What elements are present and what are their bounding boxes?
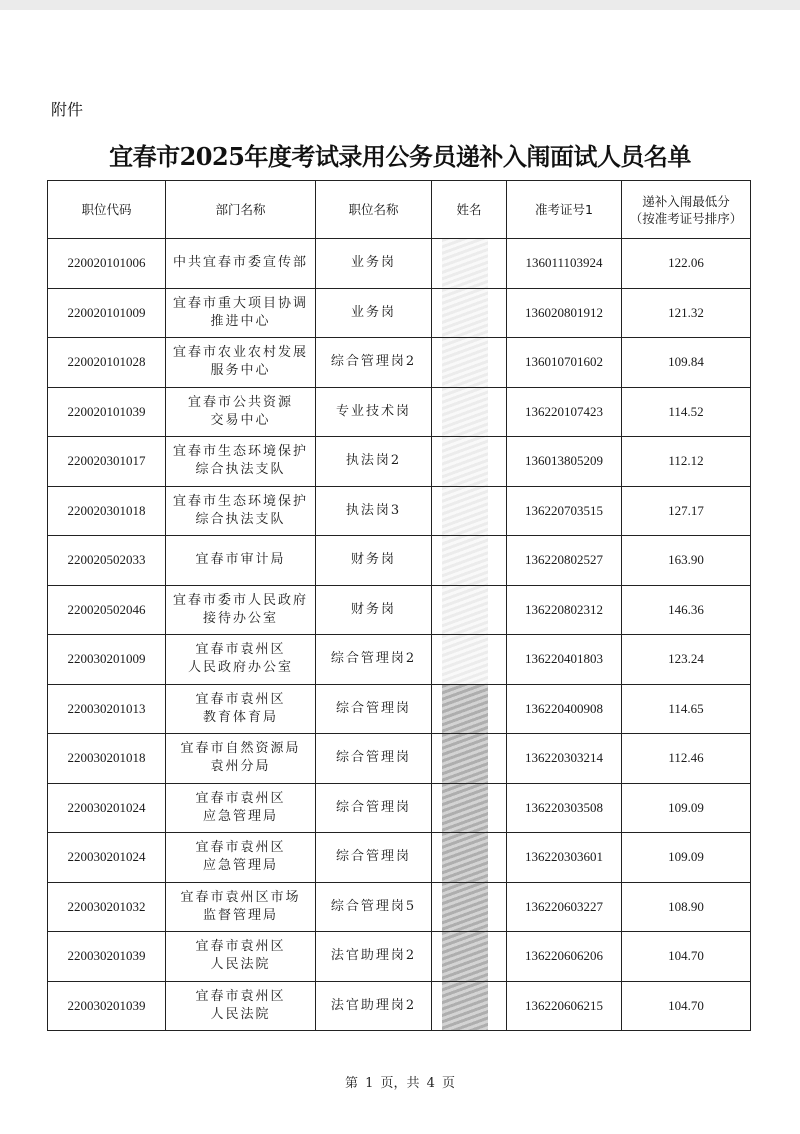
- department-line1: 宜春市委市人民政府: [172, 592, 308, 608]
- redaction-mask: [442, 932, 488, 981]
- redaction-mask: [442, 982, 488, 1031]
- table-row: [48, 486, 751, 536]
- viewer-top-bar: [0, 0, 800, 10]
- cell-min-score: 104.70: [622, 981, 751, 1031]
- cell-exam-number: 136220606215: [507, 981, 622, 1031]
- cell-min-score: 109.09: [622, 833, 751, 883]
- cell-position-code: 220020301018: [48, 486, 166, 536]
- redaction-mask: [442, 833, 488, 882]
- cell-department: [166, 882, 316, 932]
- cell-department: [166, 338, 316, 388]
- redaction-mask: [442, 586, 488, 635]
- redaction-mask: [442, 239, 488, 288]
- cell-name-redacted: [432, 288, 507, 338]
- cell-name-redacted: [432, 833, 507, 883]
- cell-position-name: 专业技术岗: [316, 387, 432, 437]
- cell-position-code: 220020301017: [48, 437, 166, 487]
- cell-position-name: 财务岗: [316, 536, 432, 586]
- department-line2: 袁州分局: [210, 759, 271, 775]
- page-footer: 第 1 页，共 4 页: [344, 1076, 456, 1091]
- cell-position-name: 法官助理岗2: [316, 932, 432, 982]
- cell-name-redacted: [432, 635, 507, 685]
- department-line2: 综合执法支队: [195, 462, 286, 478]
- cell-min-score: 163.90: [622, 536, 751, 586]
- department-line2: 接待办公室: [202, 610, 278, 626]
- department-line2: 推进中心: [210, 313, 271, 329]
- cell-exam-number: 136220107423: [507, 387, 622, 437]
- department-line1: 宜春市袁州区: [195, 988, 286, 1004]
- cell-department: [166, 486, 316, 536]
- cell-min-score: 146.36: [622, 585, 751, 635]
- department-line1: 宜春市袁州区: [195, 939, 286, 955]
- cell-exam-number: 136220401803: [507, 635, 622, 685]
- redaction-mask: [442, 487, 488, 536]
- cell-name-redacted: [432, 387, 507, 437]
- cell-department: [166, 783, 316, 833]
- cell-department: [166, 684, 316, 734]
- table-row: [48, 387, 751, 437]
- cell-department: [166, 635, 316, 685]
- cell-name-redacted: [432, 981, 507, 1031]
- cell-name-redacted: [432, 882, 507, 932]
- department-line2: 监督管理局: [202, 907, 278, 923]
- redaction-mask: [442, 437, 488, 486]
- department-line1: 宜春市生态环境保护: [172, 444, 308, 460]
- cell-min-score: 114.52: [622, 387, 751, 437]
- table-row: [48, 882, 751, 932]
- cell-exam-number: 136011103924: [507, 239, 622, 289]
- cell-min-score: 112.12: [622, 437, 751, 487]
- cell-min-score: 109.09: [622, 783, 751, 833]
- header-min-score-line2: （按准考证号排序）: [629, 210, 743, 226]
- cell-position-code: 220030201013: [48, 684, 166, 734]
- cell-position-code: 220020101009: [48, 288, 166, 338]
- header-position-name: 职位名称: [316, 181, 432, 239]
- department-line1: 宜春市公共资源: [187, 394, 293, 410]
- cell-position-code: 220030201039: [48, 981, 166, 1031]
- department-line1: 宜春市袁州区市场: [180, 889, 301, 905]
- cell-min-score: 121.32: [622, 288, 751, 338]
- header-department: 部门名称: [166, 181, 316, 239]
- header-min-score: [622, 181, 751, 239]
- cell-name-redacted: [432, 684, 507, 734]
- cell-min-score: 127.17: [622, 486, 751, 536]
- cell-exam-number: 136220303601: [507, 833, 622, 883]
- cell-department: [166, 981, 316, 1031]
- cell-position-name: 综合管理岗: [316, 684, 432, 734]
- department-line2: 交易中心: [210, 412, 271, 428]
- attachment-label: 附件: [51, 100, 84, 119]
- cell-position-code: 220020502046: [48, 585, 166, 635]
- cell-department: [166, 585, 316, 635]
- table-header-row: [48, 181, 751, 239]
- cell-department: [166, 387, 316, 437]
- redaction-mask: [442, 338, 488, 387]
- cell-position-code: 220020502033: [48, 536, 166, 586]
- department-line2: 应急管理局: [202, 858, 278, 874]
- header-name: 姓名: [432, 181, 507, 239]
- redaction-mask: [442, 388, 488, 437]
- cell-position-code: 220030201032: [48, 882, 166, 932]
- header-min-score-line1: 递补入闱最低分: [642, 193, 730, 209]
- table-row: [48, 338, 751, 388]
- table-row: [48, 536, 751, 586]
- cell-position-name: 业务岗: [316, 288, 432, 338]
- department-line2: 教育体育局: [202, 709, 278, 725]
- department-line1: 宜春市自然资源局: [180, 741, 301, 757]
- cell-name-redacted: [432, 734, 507, 784]
- cell-position-code: 220030201018: [48, 734, 166, 784]
- department-line1: 宜春市重大项目协调: [172, 295, 308, 311]
- cell-name-redacted: [432, 783, 507, 833]
- department-line2: 人民法院: [210, 957, 271, 973]
- cell-position-code: 220020101039: [48, 387, 166, 437]
- cell-min-score: 114.65: [622, 684, 751, 734]
- table-row: [48, 288, 751, 338]
- cell-name-redacted: [432, 585, 507, 635]
- department-line2: 综合执法支队: [195, 511, 286, 527]
- cell-exam-number: 136010701602: [507, 338, 622, 388]
- cell-position-name: 综合管理岗5: [316, 882, 432, 932]
- cell-exam-number: 136220603227: [507, 882, 622, 932]
- cell-exam-number: 136220802312: [507, 585, 622, 635]
- redaction-mask: [442, 289, 488, 338]
- cell-department: [166, 833, 316, 883]
- cell-exam-number: 136220802527: [507, 536, 622, 586]
- cell-position-name: 执法岗2: [316, 437, 432, 487]
- department-line1: 宜春市农业农村发展: [172, 345, 308, 361]
- table-row: [48, 981, 751, 1031]
- cell-exam-number: 136020801912: [507, 288, 622, 338]
- redaction-mask: [442, 784, 488, 833]
- department-line1: 中共宜春市委宣传部: [172, 255, 308, 271]
- cell-position-name: 财务岗: [316, 585, 432, 635]
- cell-min-score: 109.84: [622, 338, 751, 388]
- cell-position-code: 220030201009: [48, 635, 166, 685]
- table-row: [48, 585, 751, 635]
- cell-position-name: 综合管理岗: [316, 783, 432, 833]
- cell-department: [166, 239, 316, 289]
- table-row: [48, 239, 751, 289]
- table-row: [48, 833, 751, 883]
- cell-position-name: 法官助理岗2: [316, 981, 432, 1031]
- redaction-mask: [442, 536, 488, 585]
- cell-exam-number: 136013805209: [507, 437, 622, 487]
- cell-department: [166, 437, 316, 487]
- cell-exam-number: 136220606206: [507, 932, 622, 982]
- cell-position-code: 220030201039: [48, 932, 166, 982]
- redaction-mask: [442, 685, 488, 734]
- header-exam-number: 准考证号1: [507, 181, 622, 239]
- department-line2: 人民政府办公室: [187, 660, 293, 676]
- cell-department: [166, 734, 316, 784]
- cell-position-name: 综合管理岗: [316, 734, 432, 784]
- cell-position-name: 综合管理岗2: [316, 338, 432, 388]
- cell-department: [166, 932, 316, 982]
- department-line2: 服务中心: [210, 363, 271, 379]
- cell-name-redacted: [432, 932, 507, 982]
- department-line1: 宜春市审计局: [195, 552, 286, 568]
- department-line2: 应急管理局: [202, 808, 278, 824]
- header-position-code: 职位代码: [48, 181, 166, 239]
- cell-exam-number: 136220303508: [507, 783, 622, 833]
- cell-position-name: 业务岗: [316, 239, 432, 289]
- department-line2: 人民法院: [210, 1006, 271, 1022]
- department-line1: 宜春市袁州区: [195, 642, 286, 658]
- cell-exam-number: 136220400908: [507, 684, 622, 734]
- cell-position-code: 220020101028: [48, 338, 166, 388]
- cell-exam-number: 136220303214: [507, 734, 622, 784]
- department-line1: 宜春市袁州区: [195, 790, 286, 806]
- redaction-mask: [442, 883, 488, 932]
- cell-name-redacted: [432, 486, 507, 536]
- document-title: 宜春市2025年度考试录用公务员递补入闱面试人员名单: [109, 142, 691, 171]
- table-row: [48, 734, 751, 784]
- table-row: [48, 783, 751, 833]
- table-row: [48, 932, 751, 982]
- cell-min-score: 112.46: [622, 734, 751, 784]
- cell-min-score: 104.70: [622, 932, 751, 982]
- redaction-mask: [442, 635, 488, 684]
- cell-name-redacted: [432, 338, 507, 388]
- cell-position-name: 综合管理岗2: [316, 635, 432, 685]
- cell-exam-number: 136220703515: [507, 486, 622, 536]
- cell-department: [166, 288, 316, 338]
- cell-position-name: 综合管理岗: [316, 833, 432, 883]
- cell-name-redacted: [432, 536, 507, 586]
- cell-min-score: 108.90: [622, 882, 751, 932]
- candidate-table: [47, 180, 751, 1031]
- department-line1: 宜春市生态环境保护: [172, 493, 308, 509]
- table-row: [48, 437, 751, 487]
- cell-department: [166, 536, 316, 586]
- cell-position-name: 执法岗3: [316, 486, 432, 536]
- cell-min-score: 123.24: [622, 635, 751, 685]
- cell-min-score: 122.06: [622, 239, 751, 289]
- table-row: [48, 684, 751, 734]
- cell-name-redacted: [432, 437, 507, 487]
- department-line1: 宜春市袁州区: [195, 840, 286, 856]
- cell-position-code: 220030201024: [48, 833, 166, 883]
- department-line1: 宜春市袁州区: [195, 691, 286, 707]
- cell-name-redacted: [432, 239, 507, 289]
- cell-position-code: 220030201024: [48, 783, 166, 833]
- cell-position-code: 220020101006: [48, 239, 166, 289]
- redaction-mask: [442, 734, 488, 783]
- table-row: [48, 635, 751, 685]
